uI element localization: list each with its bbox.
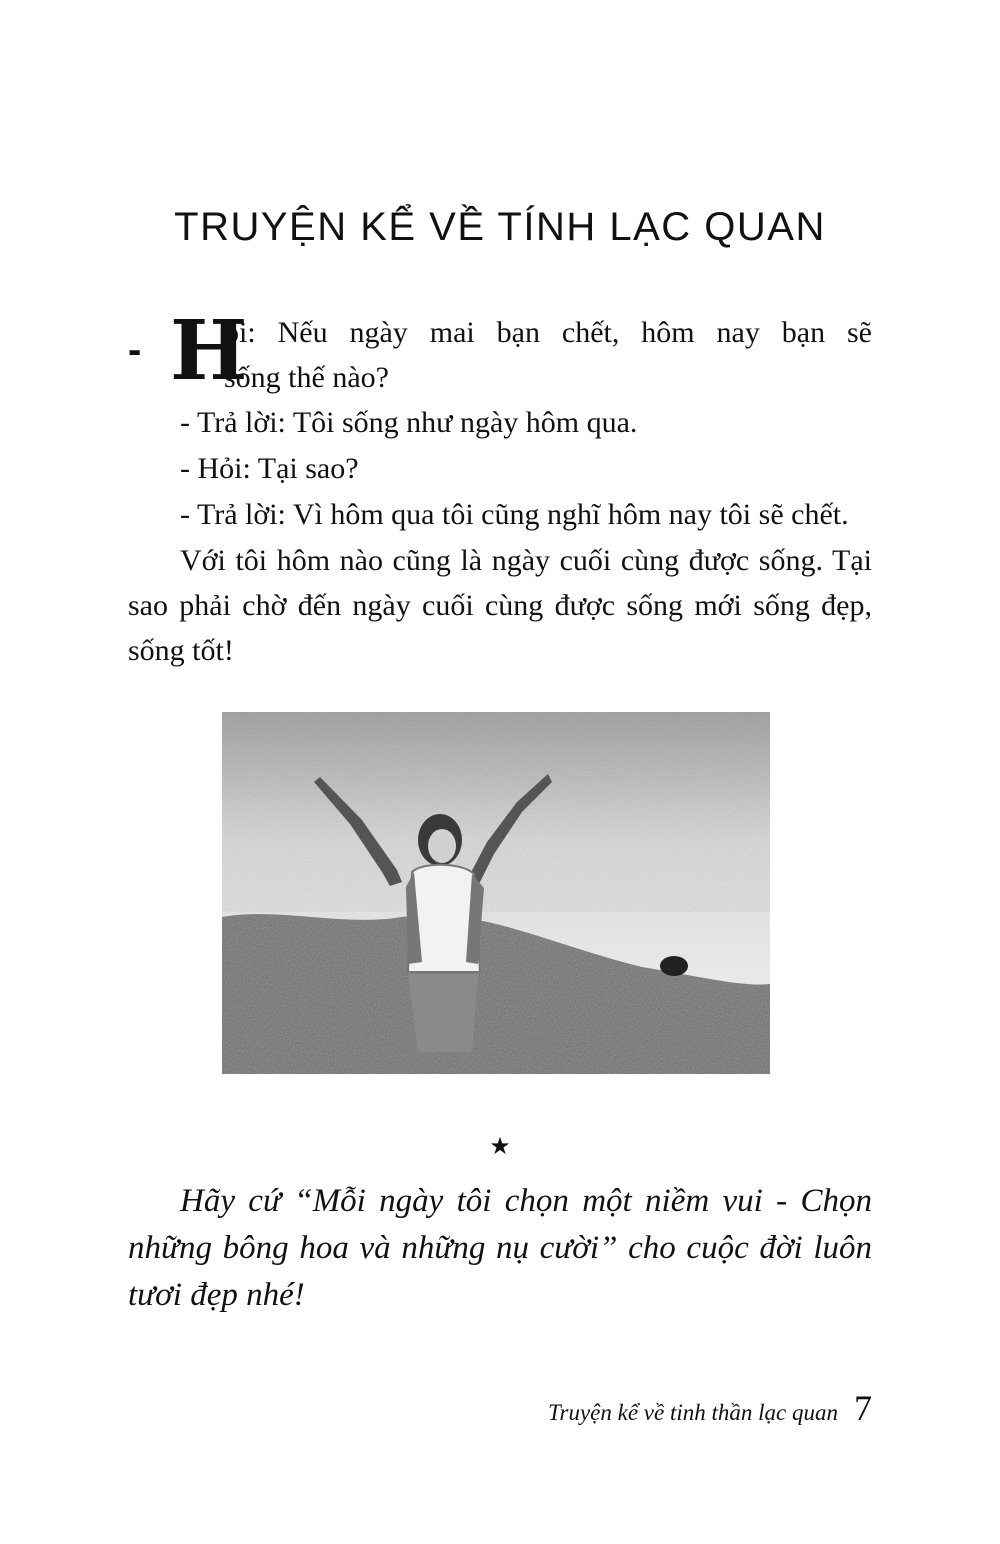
running-title: Truyện kể về tinh thần lạc quan <box>548 1400 838 1425</box>
woman-in-field-photo <box>222 712 770 1074</box>
drop-cap: H <box>170 303 248 399</box>
question-1-line-2: sống thế nào? <box>224 361 389 394</box>
flying-ball <box>660 956 688 976</box>
answer-2: - Trả lời: Vì hôm qua tôi cũng nghĩ hôm nay tôi sẽ chết. <box>180 498 849 531</box>
question-2: - Hỏi: Tại sao? <box>180 452 359 485</box>
question-1-line-1: ỏi: Nếu ngày mai bạn chết, hôm nay bạn sẽ <box>224 316 872 349</box>
dialogue-dash: - <box>128 328 142 372</box>
separator-star: ★ <box>489 1134 511 1160</box>
dialogue-body <box>128 400 872 674</box>
page-number: 7 <box>854 1388 872 1428</box>
reflection-paragraph: Với tôi hôm nào cũng là ngày cuối cùng được sống. Tại sao phải chờ đến ngày cuối cùng được sống mới sống đẹp, sống tốt! <box>128 544 872 667</box>
sky-texture <box>222 712 770 912</box>
question-1 <box>224 310 872 400</box>
page-title: TRUYỆN KỂ VỀ TÍNH LẠC QUAN <box>174 205 826 249</box>
closing-quote: Hãy cứ “Mỗi ngày tôi chọn một niềm vui - Chọn những bông hoa và những nụ cười” cho cuộc đời luôn tươi đẹp nhé! <box>128 1183 872 1313</box>
answer-1: - Trả lời: Tôi sống như ngày hôm qua. <box>180 406 638 439</box>
page-footer <box>548 1388 872 1433</box>
